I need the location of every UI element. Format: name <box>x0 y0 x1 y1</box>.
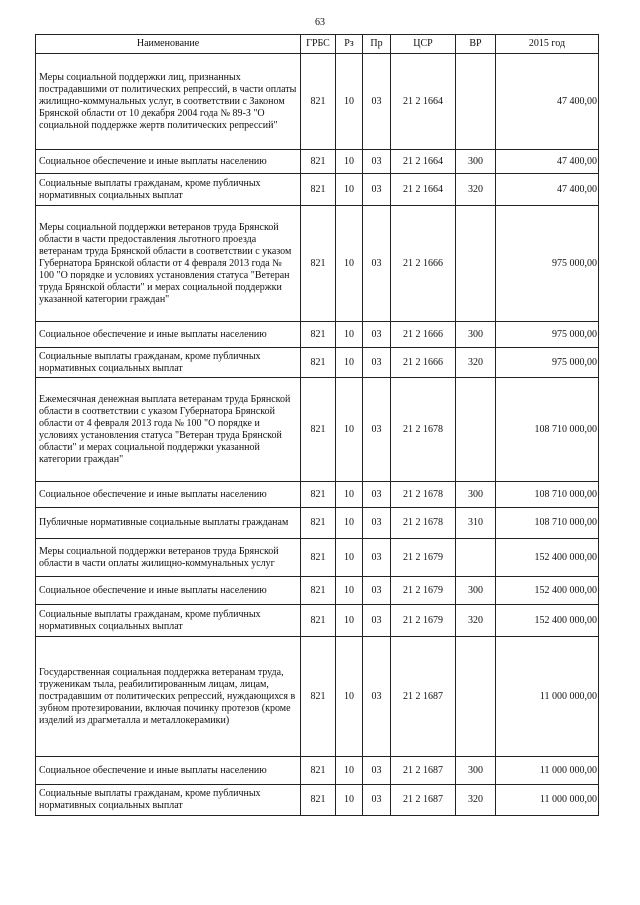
row-rz: 10 <box>336 785 363 816</box>
row-csr: 21 2 1687 <box>391 785 456 816</box>
header-year: 2015 год <box>496 35 599 54</box>
row-rz: 10 <box>336 508 363 539</box>
row-rz: 10 <box>336 539 363 577</box>
table-row <box>36 508 599 539</box>
row-amount: 152 400 000,00 <box>496 577 599 605</box>
row-csr: 21 2 1664 <box>391 174 456 206</box>
row-vr: 310 <box>456 508 496 539</box>
row-amount: 108 710 000,00 <box>496 482 599 508</box>
row-pr: 03 <box>363 378 391 482</box>
row-vr <box>456 378 496 482</box>
row-name: Социальные выплаты гражданам, кроме публичных нормативных социальных выплат <box>36 785 301 816</box>
table-row <box>36 539 599 577</box>
row-amount: 11 000 000,00 <box>496 785 599 816</box>
page-number: 63 <box>315 17 325 28</box>
row-grbs: 821 <box>301 785 336 816</box>
row-amount: 47 400,00 <box>496 54 599 150</box>
row-name: Социальные выплаты гражданам, кроме публичных нормативных социальных выплат <box>36 348 301 378</box>
row-vr <box>456 206 496 322</box>
header-name: Наименование <box>36 35 301 54</box>
row-name: Социальные выплаты гражданам, кроме публичных нормативных социальных выплат <box>36 174 301 206</box>
table-row <box>36 206 599 322</box>
row-amount: 47 400,00 <box>496 150 599 174</box>
row-grbs: 821 <box>301 150 336 174</box>
row-vr: 300 <box>456 150 496 174</box>
row-pr: 03 <box>363 348 391 378</box>
row-grbs: 821 <box>301 378 336 482</box>
table-row <box>36 577 599 605</box>
table-row <box>36 54 599 150</box>
row-vr: 300 <box>456 577 496 605</box>
row-rz: 10 <box>336 54 363 150</box>
row-rz: 10 <box>336 174 363 206</box>
row-pr: 03 <box>363 206 391 322</box>
row-name: Социальные выплаты гражданам, кроме публичных нормативных социальных выплат <box>36 605 301 637</box>
row-rz: 10 <box>336 378 363 482</box>
row-grbs: 821 <box>301 539 336 577</box>
table-row <box>36 637 599 757</box>
row-csr: 21 2 1666 <box>391 322 456 348</box>
table-row <box>36 322 599 348</box>
row-grbs: 821 <box>301 508 336 539</box>
header-vr: ВР <box>456 35 496 54</box>
row-pr: 03 <box>363 482 391 508</box>
table-header-row <box>36 35 599 54</box>
row-pr: 03 <box>363 174 391 206</box>
row-pr: 03 <box>363 322 391 348</box>
row-pr: 03 <box>363 605 391 637</box>
row-vr: 300 <box>456 757 496 785</box>
row-grbs: 821 <box>301 206 336 322</box>
row-name: Публичные нормативные социальные выплаты гражданам <box>36 508 301 539</box>
row-rz: 10 <box>336 150 363 174</box>
row-rz: 10 <box>336 637 363 757</box>
row-grbs: 821 <box>301 605 336 637</box>
row-csr: 21 2 1678 <box>391 482 456 508</box>
row-pr: 03 <box>363 785 391 816</box>
table-row <box>36 605 599 637</box>
row-csr: 21 2 1679 <box>391 539 456 577</box>
row-vr <box>456 539 496 577</box>
row-name: Социальное обеспечение и иные выплаты населению <box>36 577 301 605</box>
row-pr: 03 <box>363 577 391 605</box>
row-csr: 21 2 1678 <box>391 508 456 539</box>
row-amount: 108 710 000,00 <box>496 508 599 539</box>
row-grbs: 821 <box>301 637 336 757</box>
row-name: Меры социальной поддержки ветеранов труда Брянской области в части оплаты жилищно-коммунальных услуг <box>36 539 301 577</box>
row-csr: 21 2 1687 <box>391 637 456 757</box>
row-pr: 03 <box>363 508 391 539</box>
row-rz: 10 <box>336 482 363 508</box>
row-name: Меры социальной поддержки лиц, признанных пострадавшими от политических репрессий, в части оплаты жилищно-коммунальных услуг, в соответствии с Законом Брянской области от 10 декабря 2004 года № 89-З "О социальной поддержке жертв политических репрессий" <box>36 54 301 150</box>
row-name: Ежемесячная денежная выплата ветеранам труда Брянской области в соответствии с указом Губернатора Брянской области от 4 февраля 2013 года № 100 "О порядке и условиях установления статуса "Ветеран труда Брянской области" и мерах социальной поддержки указанной категории граждан" <box>36 378 301 482</box>
row-csr: 21 2 1666 <box>391 206 456 322</box>
budget-table <box>35 34 599 816</box>
header-grbs: ГРБС <box>301 35 336 54</box>
row-amount: 975 000,00 <box>496 348 599 378</box>
header-rz: Рз <box>336 35 363 54</box>
row-grbs: 821 <box>301 174 336 206</box>
row-amount: 11 000 000,00 <box>496 637 599 757</box>
header-csr: ЦСР <box>391 35 456 54</box>
row-vr: 320 <box>456 348 496 378</box>
row-csr: 21 2 1678 <box>391 378 456 482</box>
row-amount: 152 400 000,00 <box>496 605 599 637</box>
row-grbs: 821 <box>301 482 336 508</box>
row-pr: 03 <box>363 757 391 785</box>
row-amount: 108 710 000,00 <box>496 378 599 482</box>
row-name: Социальное обеспечение и иные выплаты населению <box>36 150 301 174</box>
row-rz: 10 <box>336 757 363 785</box>
row-rz: 10 <box>336 348 363 378</box>
row-grbs: 821 <box>301 54 336 150</box>
row-grbs: 821 <box>301 322 336 348</box>
row-vr: 300 <box>456 322 496 348</box>
table-row <box>36 785 599 816</box>
row-pr: 03 <box>363 54 391 150</box>
row-csr: 21 2 1666 <box>391 348 456 378</box>
row-name: Меры социальной поддержки ветеранов труда Брянской области в части предоставления льготного проезда ветеранам труда Брянской области в соответствии с указом Губернатора Брянской области от 4 февраля 2013 года № 100 "О порядке и условиях установления статуса "Ветеран труда Брянской области" и мерах социальной поддержки указанной категории граждан" <box>36 206 301 322</box>
row-grbs: 821 <box>301 348 336 378</box>
row-vr <box>456 54 496 150</box>
row-vr: 300 <box>456 482 496 508</box>
row-vr: 320 <box>456 174 496 206</box>
table-row <box>36 378 599 482</box>
row-name: Социальное обеспечение и иные выплаты населению <box>36 757 301 785</box>
row-amount: 11 000 000,00 <box>496 757 599 785</box>
table-row <box>36 174 599 206</box>
table-row <box>36 482 599 508</box>
row-rz: 10 <box>336 206 363 322</box>
row-rz: 10 <box>336 322 363 348</box>
row-vr: 320 <box>456 785 496 816</box>
row-grbs: 821 <box>301 577 336 605</box>
row-vr: 320 <box>456 605 496 637</box>
row-pr: 03 <box>363 150 391 174</box>
row-name: Государственная социальная поддержка ветеранам труда, труженикам тыла, реабилитированным лицам, лицам, пострадавшим от политических репрессий, нуждающихся в зубном протезировании, включая починку протезов (кроме изделий из драгметалла и металлокерамики) <box>36 637 301 757</box>
row-name: Социальное обеспечение и иные выплаты населению <box>36 322 301 348</box>
row-amount: 975 000,00 <box>496 322 599 348</box>
table-row <box>36 757 599 785</box>
row-amount: 152 400 000,00 <box>496 539 599 577</box>
table-row <box>36 150 599 174</box>
row-csr: 21 2 1664 <box>391 54 456 150</box>
header-pr: Пр <box>363 35 391 54</box>
row-csr: 21 2 1687 <box>391 757 456 785</box>
row-csr: 21 2 1679 <box>391 605 456 637</box>
row-amount: 975 000,00 <box>496 206 599 322</box>
row-pr: 03 <box>363 637 391 757</box>
row-rz: 10 <box>336 605 363 637</box>
row-vr <box>456 637 496 757</box>
table-row <box>36 348 599 378</box>
row-csr: 21 2 1679 <box>391 577 456 605</box>
row-pr: 03 <box>363 539 391 577</box>
row-rz: 10 <box>336 577 363 605</box>
row-csr: 21 2 1664 <box>391 150 456 174</box>
row-amount: 47 400,00 <box>496 174 599 206</box>
row-name: Социальное обеспечение и иные выплаты населению <box>36 482 301 508</box>
row-grbs: 821 <box>301 757 336 785</box>
